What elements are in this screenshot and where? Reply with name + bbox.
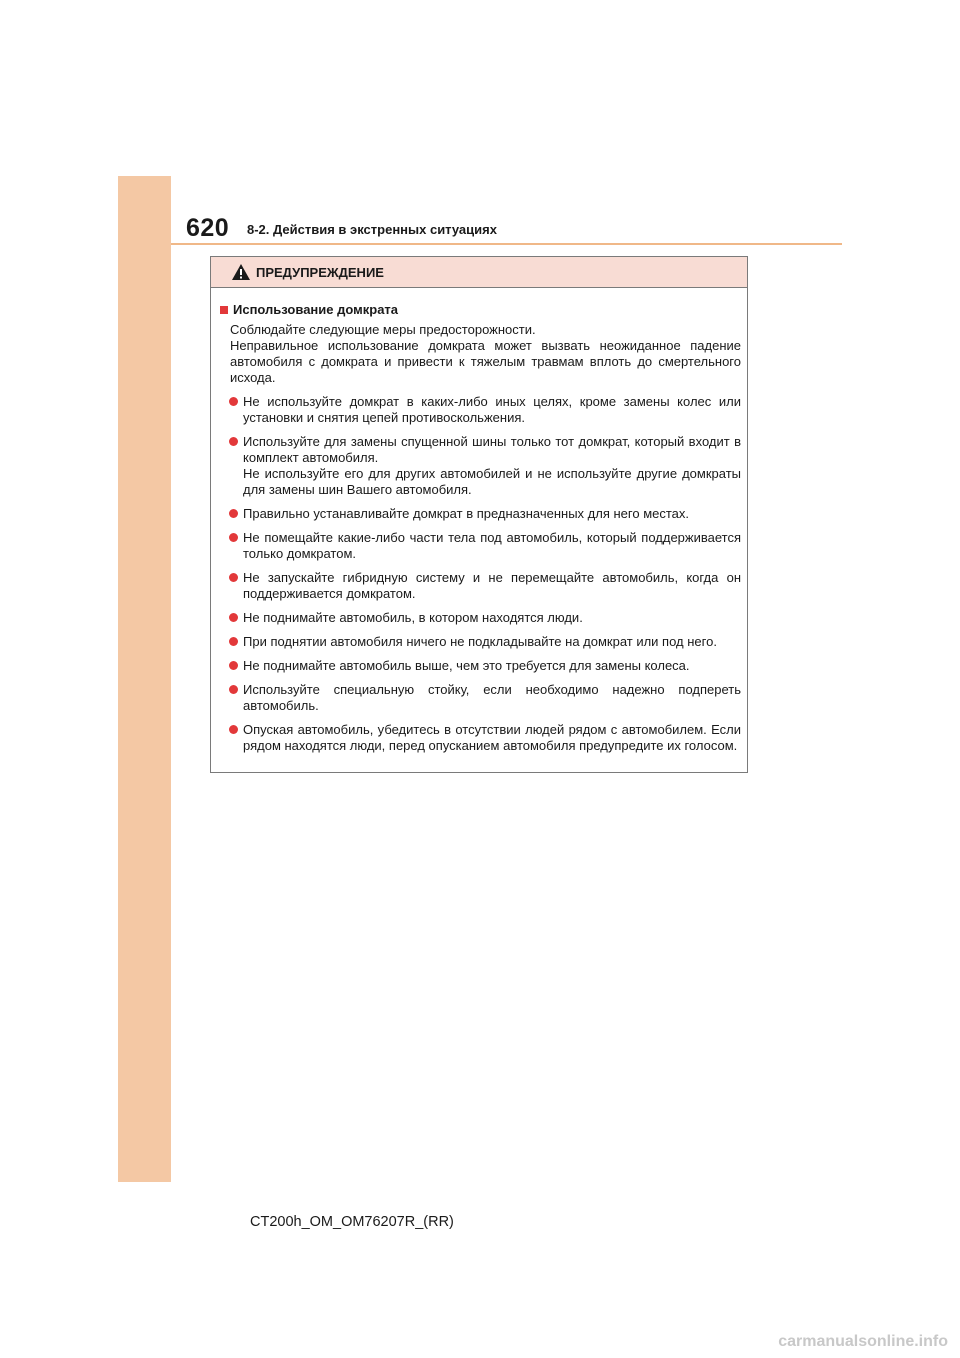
intro-text xyxy=(220,322,741,386)
bullet-dot-icon xyxy=(229,613,238,622)
list-item xyxy=(220,530,741,562)
item-text: Используйте для замены спущенной шины только тот домкрат, который входит в комплект автомобиля. xyxy=(243,434,741,465)
bullet-dot-icon xyxy=(229,637,238,646)
intro-line: Соблюдайте следующие меры предосторожности. xyxy=(230,322,536,337)
document-code: CT200h_OM_OM76207R_(RR) xyxy=(250,1214,454,1230)
item-text: Не запускайте гибридную систему и не перемещайте автомобиль, когда он поддерживается домкратом. xyxy=(243,570,741,601)
bullet-dot-icon xyxy=(229,685,238,694)
warning-box xyxy=(210,256,748,773)
item-text: Не поднимайте автомобиль выше, чем это требуется для замены колеса. xyxy=(243,658,690,673)
side-color-band xyxy=(118,176,171,1182)
header-rule xyxy=(171,243,842,245)
bullet-dot-icon xyxy=(229,573,238,582)
item-text: Используйте специальную стойку, если необходимо надежно подпереть автомобиль. xyxy=(243,682,741,713)
list-item xyxy=(220,506,741,522)
list-item xyxy=(220,722,741,754)
item-text: Не используйте его для других автомобилей и не используйте другие домкраты для замены шин Вашего автомобиля. xyxy=(243,466,741,497)
warning-header xyxy=(211,257,747,288)
list-item xyxy=(220,434,741,498)
bullet-dot-icon xyxy=(229,397,238,406)
item-text: Не поднимайте автомобиль, в котором находятся люди. xyxy=(243,610,583,625)
square-bullet-icon xyxy=(220,306,228,314)
warning-body xyxy=(211,288,747,754)
list-item xyxy=(220,658,741,674)
warning-title: ПРЕДУПРЕЖДЕНИЕ xyxy=(256,264,384,280)
page-number: 620 xyxy=(186,214,230,242)
bullet-dot-icon xyxy=(229,725,238,734)
item-text: Не используйте домкрат в каких-либо иных целях, кроме замены колес или установки и снятия цепей противоскольжения. xyxy=(243,394,741,425)
warning-triangle-icon xyxy=(231,263,251,281)
subheading-text: Использование домкрата xyxy=(233,302,399,317)
item-text: Не помещайте какие-либо части тела под автомобиль, который поддерживается только домкратом. xyxy=(243,530,741,561)
bullet-dot-icon xyxy=(229,509,238,518)
list-item xyxy=(220,570,741,602)
subheading xyxy=(220,302,741,318)
intro-line: Неправильное использование домкрата может вызвать неожиданное падение автомобиля с домкрата и привести к тяжелым травмам вплоть до смертельного исхода. xyxy=(230,338,741,385)
list-item xyxy=(220,634,741,650)
bullet-dot-icon xyxy=(229,533,238,542)
bullet-dot-icon xyxy=(229,437,238,446)
precaution-list xyxy=(220,394,741,754)
list-item xyxy=(220,610,741,626)
item-text: При поднятии автомобиля ничего не подкладывайте на домкрат или под него. xyxy=(243,634,717,649)
list-item xyxy=(220,682,741,714)
bullet-dot-icon xyxy=(229,661,238,670)
watermark: carmanualsonline.info xyxy=(778,1333,948,1350)
item-text: Опуская автомобиль, убедитесь в отсутствии людей рядом с автомобилем. Если рядом находятся люди, перед опусканием автомобиля предупредите их голосом. xyxy=(243,722,741,753)
list-item xyxy=(220,394,741,426)
section-title: 8-2. Действия в экстренных ситуациях xyxy=(247,222,497,237)
item-text: Правильно устанавливайте домкрат в предназначенных для него местах. xyxy=(243,506,690,521)
